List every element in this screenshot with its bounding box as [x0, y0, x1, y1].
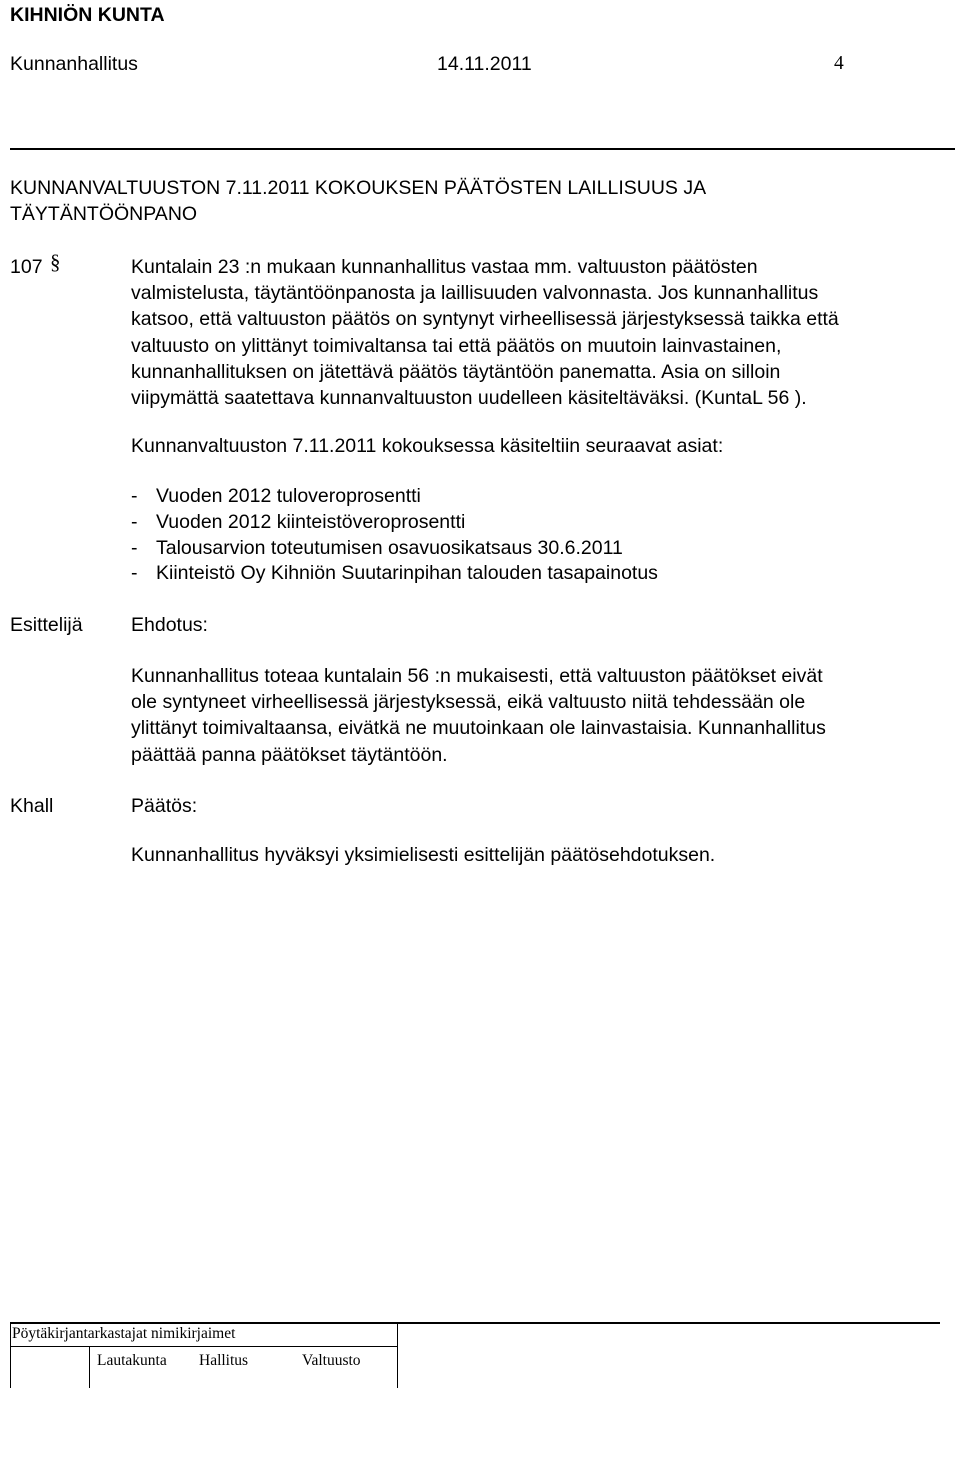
list-item	[131, 536, 658, 562]
list-item	[131, 484, 658, 510]
paragraph-line: katsoo, että valtuuston päätös on syntynyt virheellisessä järjestyksessä taikka että	[131, 308, 839, 331]
footer-top-rule	[10, 1322, 940, 1324]
footer-col-hallitus: Hallitus	[199, 1352, 249, 1369]
presenter-label: Esittelijä	[10, 614, 83, 636]
list-item-text: Talousarvion toteutumisen osavuosikatsaus 30.6.2011	[156, 536, 623, 559]
proposal-line: Kunnanhallitus toteaa kuntalain 56 :n mukaisesti, että valtuuston päätökset eivät	[131, 665, 823, 687]
org-name: KIHNIÖN KUNTA	[10, 4, 165, 26]
paragraph-line: kunnanhallituksen on jätettävä päätös täytäntöön panematta. Asia on silloin	[131, 360, 781, 383]
meeting-line: Kunnanvaltuuston 7.11.2011 kokouksessa käsiteltiin seuraavat asiat:	[131, 435, 724, 457]
paragraph-line: Kuntalain 23 :n mukaan kunnanhallitus vastaa mm. valtuuston päätösten	[131, 256, 758, 278]
decision-text: Kunnanhallitus hyväksyi yksimielisesti esittelijän päätösehdotuksen.	[131, 844, 716, 866]
list-item-text: Vuoden 2012 kiinteistöveroprosentti	[156, 510, 466, 533]
section-sign-icon: §	[50, 250, 61, 274]
footer-middle-rule	[10, 1346, 398, 1347]
footer-col-lautakunta: Lautakunta	[97, 1352, 167, 1369]
paragraph-line: viipymättä saatettava kunnanvaltuuston uudelleen käsiteltäväksi. (KuntaL 56 ).	[131, 387, 807, 410]
proposal-line: päättää panna päätökset täytäntöön.	[131, 743, 448, 766]
header-rule	[10, 148, 955, 150]
paragraph-line: valmistelusta, täytäntöönpanosta ja laillisuuden valvonnasta. Jos kunnanhallitus	[131, 282, 819, 305]
header-body: Kunnanhallitus	[10, 53, 138, 75]
header-date: 14.11.2011	[437, 53, 532, 75]
dash-icon: -	[131, 536, 138, 559]
list-item-text: Kiinteistö Oy Kihniön Suutarinpihan talouden tasapainotus	[156, 562, 658, 585]
list-item	[131, 510, 658, 536]
footer-col-valtuusto: Valtuusto	[302, 1352, 361, 1369]
background-paragraph	[131, 254, 951, 411]
proposal-line: ylittänyt toimivaltaansa, eivätkä ne muutoinkaan ole lainvastaisia. Kunnanhallitus	[131, 717, 826, 740]
dash-icon: -	[131, 562, 138, 585]
proposal-label: Ehdotus:	[131, 614, 208, 636]
decision-label: Päätös:	[131, 795, 198, 817]
section-title-line1: KUNNANVALTUUSTON 7.11.2011 KOKOUKSEN PÄÄTÖSTEN LAILLISUUS JA	[10, 177, 707, 199]
dash-icon: -	[131, 510, 138, 533]
footer-right-border	[397, 1322, 398, 1388]
proposal-paragraph	[131, 663, 951, 768]
signature-label: Pöytäkirjantarkastajat nimikirjaimet	[12, 1325, 236, 1342]
footer-left-border	[10, 1322, 11, 1388]
section-number: 107	[10, 256, 43, 278]
agenda-list	[131, 484, 658, 587]
dash-icon: -	[131, 485, 138, 507]
list-item-text: Vuoden 2012 tuloveroprosentti	[156, 485, 421, 507]
section-title-line2: TÄYTÄNTÖÖNPANO	[10, 203, 198, 225]
khall-label: Khall	[10, 795, 54, 817]
paragraph-line: valtuusto on ylittänyt toimivaltansa tai että päätös on muutoin lainvastainen,	[131, 334, 782, 357]
proposal-line: ole syntyneet virheellisessä järjestyksessä, eikä valtuusto niitä tehdessään ole	[131, 691, 806, 714]
page-number: 4	[834, 53, 844, 74]
footer-divider	[89, 1346, 90, 1388]
list-item	[131, 561, 658, 587]
